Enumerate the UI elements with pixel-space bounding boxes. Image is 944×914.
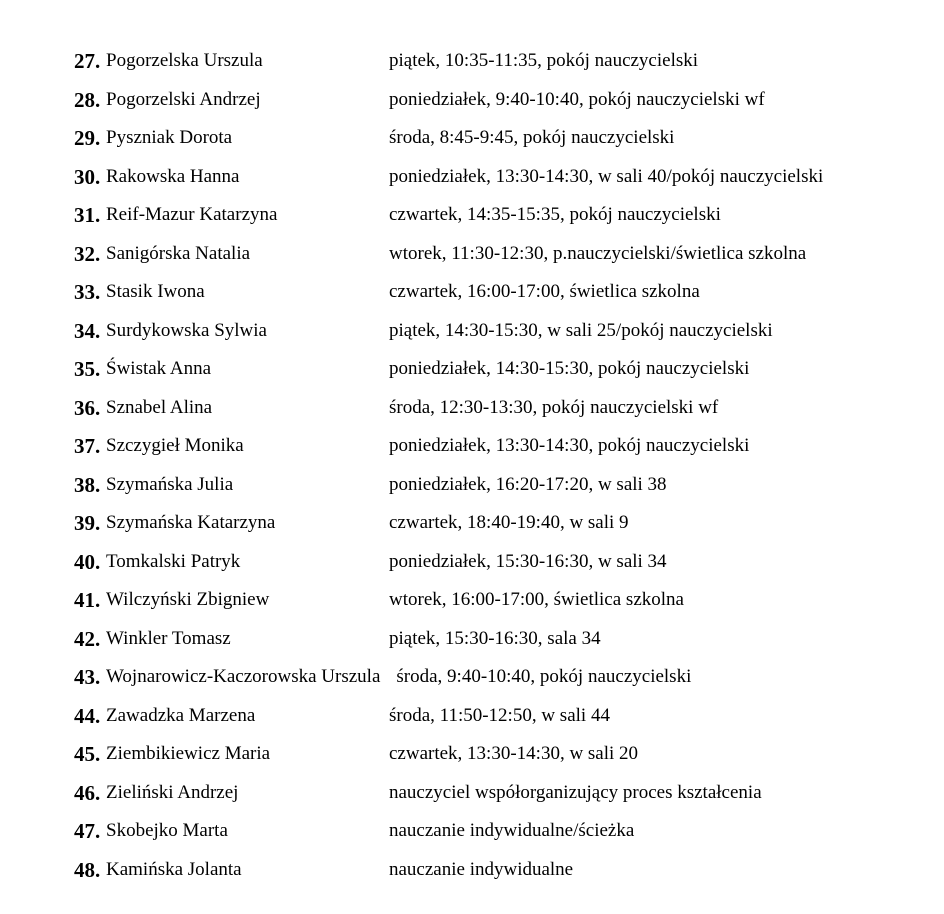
schedule-info: nauczyciel współorganizujący proces kształcenia xyxy=(389,781,762,803)
schedule-info: czwartek, 16:00-17:00, świetlica szkolna xyxy=(389,281,700,302)
schedule-info: piątek, 14:30-15:30, w sali 25/pokój nauczycielski xyxy=(389,319,773,341)
item-number: 31. xyxy=(74,203,101,227)
teacher-name: Wilczyński Zbigniew xyxy=(106,589,270,610)
schedule-info: poniedziałek, 13:30-14:30, w sali 40/pokój nauczycielski xyxy=(389,165,824,187)
list-item xyxy=(0,774,944,813)
list-item xyxy=(0,543,944,582)
teacher-name: Pyszniak Dorota xyxy=(106,127,233,148)
item-number: 33. xyxy=(74,280,101,304)
item-number: 34. xyxy=(74,318,101,343)
schedule-info: czwartek, 14:35-15:35, pokój nauczycielski xyxy=(389,204,721,225)
teacher-name: Wojnarowicz-Kaczorowska Urszula xyxy=(106,666,381,687)
schedule-info: poniedziałek, 15:30-16:30, w sali 34 xyxy=(389,550,667,572)
list-item xyxy=(0,389,944,428)
list-item xyxy=(0,350,944,389)
teacher-name: Skobejko Marta xyxy=(106,820,228,841)
list-item xyxy=(0,581,944,620)
teacher-name-with-schedule xyxy=(106,658,691,697)
list-item xyxy=(0,851,944,890)
list-item xyxy=(0,504,944,543)
schedule-info: czwartek, 13:30-14:30, w sali 20 xyxy=(389,743,639,764)
list-item xyxy=(0,466,944,505)
schedule-info: poniedziałek, 13:30-14:30, pokój nauczycielski xyxy=(389,435,750,456)
item-number: 37. xyxy=(74,434,101,458)
schedule-info: poniedziałek, 9:40-10:40, pokój nauczycielski wf xyxy=(389,88,765,110)
schedule-info: wtorek, 11:30-12:30, p.nauczycielski/świetlica szkolna xyxy=(389,242,807,264)
schedule-info: nauczanie indywidualne/ścieżka xyxy=(389,820,635,841)
consultation-list xyxy=(0,42,944,889)
teacher-name: Pogorzelska Urszula xyxy=(106,50,263,71)
teacher-name: Szymańska Julia xyxy=(106,473,234,495)
item-number: 40. xyxy=(74,549,101,574)
item-number: 36. xyxy=(74,395,101,420)
teacher-name: Zawadzka Marzena xyxy=(106,704,256,726)
list-item xyxy=(0,735,944,774)
schedule-info: poniedziałek, 16:20-17:20, w sali 38 xyxy=(389,473,667,495)
item-number: 45. xyxy=(74,742,101,766)
list-item xyxy=(0,697,944,736)
item-number: 27. xyxy=(74,49,101,73)
teacher-name: Sznabel Alina xyxy=(106,396,213,418)
item-number: 28. xyxy=(74,87,101,112)
item-number: 41. xyxy=(74,588,101,612)
schedule-info: środa, 11:50-12:50, w sali 44 xyxy=(389,704,610,726)
schedule-info: czwartek, 18:40-19:40, w sali 9 xyxy=(389,512,629,533)
schedule-info: poniedziałek, 14:30-15:30, pokój nauczycielski xyxy=(389,358,750,379)
teacher-name: Winkler Tomasz xyxy=(106,627,231,649)
schedule-info: piątek, 15:30-16:30, sala 34 xyxy=(389,627,601,649)
list-item xyxy=(0,81,944,120)
item-number: 43. xyxy=(74,665,101,689)
item-number: 39. xyxy=(74,511,101,535)
teacher-name: Rakowska Hanna xyxy=(106,165,240,187)
teacher-name: Ziembikiewicz Maria xyxy=(106,743,271,764)
schedule-info: wtorek, 16:00-17:00, świetlica szkolna xyxy=(389,589,684,610)
teacher-name: Pogorzelski Andrzej xyxy=(106,88,261,110)
item-number: 38. xyxy=(74,472,101,497)
list-item xyxy=(0,158,944,197)
list-item xyxy=(0,273,944,312)
schedule-info: środa, 9:40-10:40, pokój nauczycielski xyxy=(396,666,692,687)
teacher-name: Szymańska Katarzyna xyxy=(106,512,276,533)
list-item xyxy=(0,312,944,351)
item-number: 35. xyxy=(74,357,101,381)
teacher-name: Kamińska Jolanta xyxy=(106,858,242,880)
item-number: 44. xyxy=(74,703,101,728)
list-item xyxy=(0,119,944,158)
list-item xyxy=(0,620,944,659)
item-number: 42. xyxy=(74,626,101,651)
teacher-name: Szczygieł Monika xyxy=(106,435,244,456)
list-item xyxy=(0,235,944,274)
teacher-name: Reif-Mazur Katarzyna xyxy=(106,204,278,225)
list-item xyxy=(0,658,944,697)
teacher-name: Zieliński Andrzej xyxy=(106,781,239,803)
list-item xyxy=(0,427,944,466)
list-item xyxy=(0,812,944,851)
teacher-name: Tomkalski Patryk xyxy=(106,550,241,572)
schedule-info: piątek, 10:35-11:35, pokój nauczycielski xyxy=(389,50,699,71)
teacher-name: Sanigórska Natalia xyxy=(106,242,251,264)
schedule-info: środa, 12:30-13:30, pokój nauczycielski wf xyxy=(389,396,719,418)
schedule-info: nauczanie indywidualne xyxy=(389,858,574,880)
teacher-name: Surdykowska Sylwia xyxy=(106,319,267,341)
teacher-name: Świstak Anna xyxy=(106,358,212,379)
list-item xyxy=(0,196,944,235)
schedule-info: środa, 8:45-9:45, pokój nauczycielski xyxy=(389,127,675,148)
item-number: 32. xyxy=(74,241,101,266)
item-number: 48. xyxy=(74,857,101,882)
item-number: 46. xyxy=(74,780,101,805)
teacher-name: Stasik Iwona xyxy=(106,281,205,302)
item-number: 29. xyxy=(74,126,101,150)
item-number: 47. xyxy=(74,819,101,843)
list-item xyxy=(0,42,944,81)
item-number: 30. xyxy=(74,164,101,189)
